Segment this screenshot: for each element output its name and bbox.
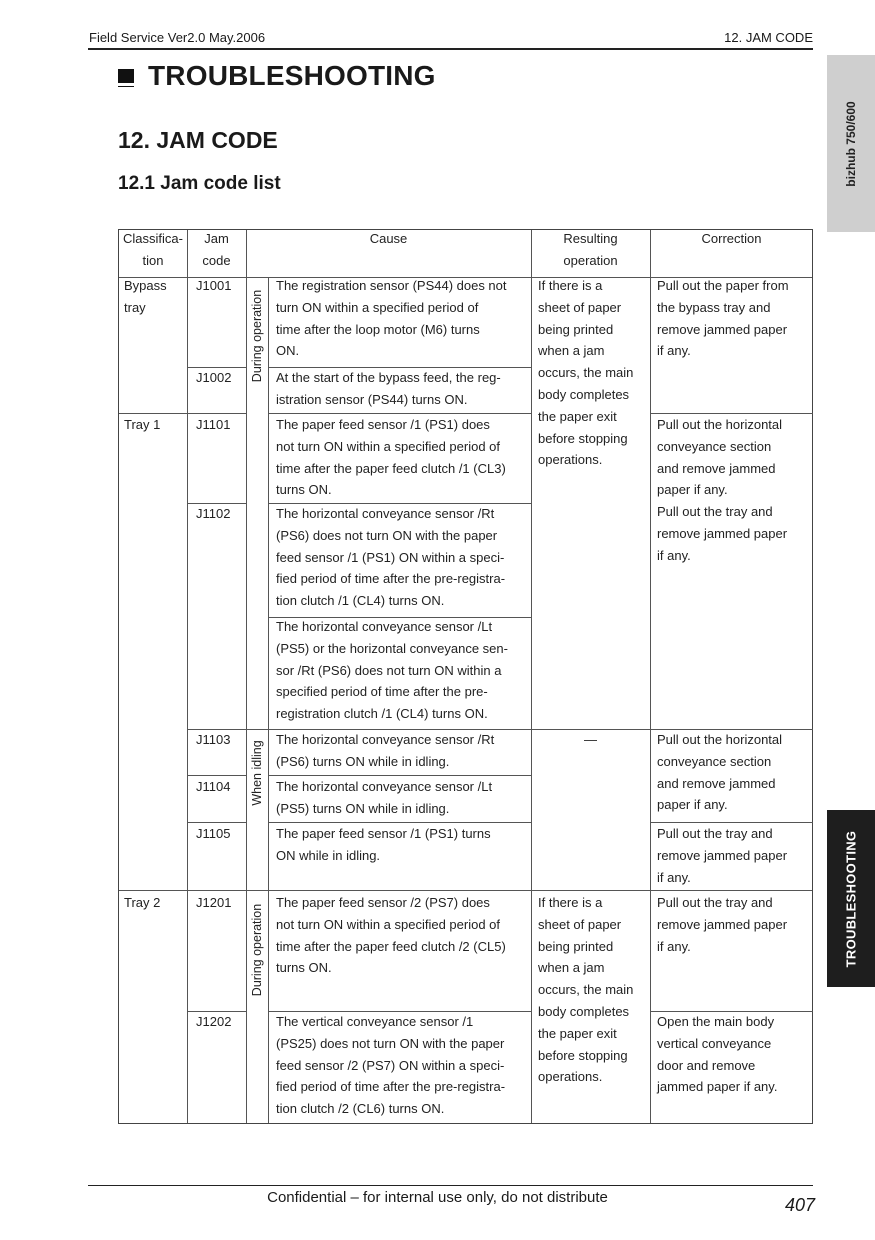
correction-idle-horizontal: Pull out the horizontal conveyance section and remove jammed paper if any. — [657, 732, 783, 813]
col-divider — [268, 277, 269, 1123]
header-classification: Classifica- tion — [123, 231, 183, 268]
model-tab[interactable] — [827, 55, 875, 232]
phase-during-operation: During operation — [250, 903, 264, 997]
correction-j1201: Pull out the tray and remove jammed paper if any. — [657, 895, 788, 954]
class-tray-1: Tray 1 — [124, 417, 161, 432]
page-title-text: TROUBLESHOOTING — [148, 60, 436, 91]
col-divider — [187, 230, 188, 1123]
model-tab-label: bizhub 750/600 — [844, 100, 858, 187]
jam-code-j1202: J1202 — [196, 1014, 232, 1029]
phase-during-operation: During operation — [250, 289, 264, 383]
title-square-icon — [118, 69, 134, 83]
chapter-tab[interactable] — [827, 810, 875, 987]
cause-j1002: At the start of the bypass feed, the reg- istration sensor (PS44) turns ON. — [276, 370, 501, 407]
col-divider — [531, 230, 532, 1123]
page-title — [118, 60, 436, 92]
col-divider — [246, 230, 247, 1123]
jam-code-j1002: J1002 — [196, 370, 232, 385]
section-heading: 12. JAM CODE — [118, 127, 278, 153]
phase-when-idling: When idling — [250, 740, 264, 806]
correction-j1202: Open the main body vertical conveyance door and remove jammed paper if any. — [657, 1014, 778, 1095]
result-when-idling: — — [584, 732, 597, 747]
jam-code-j1104: J1104 — [196, 779, 231, 794]
header-right: 12. JAM CODE — [724, 30, 813, 45]
result-during-operation-2: If there is a sheet of paper being printed when a jam occurs, the main body completes the paper exit before stopping operations. — [538, 895, 634, 1085]
chapter-tab-label: TROUBLESHOOTING — [843, 830, 859, 967]
header-resulting-operation: Resulting operation — [563, 231, 618, 268]
cause-j1102-a: The horizontal conveyance sensor /Rt (PS6) does not turn ON with the paper feed sensor /1 (PS1) ON within a speci- fied period of time after the pre-registra- tion clutch /1 (CL4) turns ON. — [276, 506, 506, 609]
jam-code-j1103: J1103 — [196, 732, 231, 747]
col-divider — [650, 230, 651, 1123]
footer-rule — [88, 1185, 813, 1186]
footer-confidential: Confidential – for internal use only, do not distribute — [267, 1189, 608, 1206]
cause-j1001: The registration sensor (PS44) does not turn ON within a specified period of time after the loop motor (M6) turns ON. — [276, 278, 507, 359]
cause-j1202: The vertical conveyance sensor /1 (PS25) does not turn ON with the paper feed sensor /2 (PS7) ON within a speci- fied period of time after the pre-registra- tion clutch /2 (CL6) turns ON. — [276, 1014, 506, 1117]
cause-j1102-b: The horizontal conveyance sensor /Lt (PS5) or the horizontal conveyance sen- sor /Rt (PS6) does not turn ON within a specified period of time after the pre- registration clutch /1 (CL4) turns ON. — [276, 619, 508, 722]
correction-bypass: Pull out the paper from the bypass tray and remove jammed paper if any. — [657, 278, 789, 359]
row-divider — [119, 890, 812, 891]
cause-j1101: The paper feed sensor /1 (PS1) does not turn ON within a specified period of time after the paper feed clutch /1 (CL3) turns ON. — [276, 417, 506, 498]
page-number: 407 — [784, 1195, 815, 1215]
jam-code-j1105: J1105 — [196, 826, 231, 841]
header-cause: Cause — [369, 231, 408, 246]
header-correction: Correction — [701, 231, 762, 246]
result-during-operation: If there is a sheet of paper being printed when a jam occurs, the main body completes the paper exit before stopping operations. — [538, 278, 634, 468]
header-jam-code: Jam code — [202, 231, 231, 268]
jam-code-j1102: J1102 — [196, 506, 231, 521]
correction-tray-1: Pull out the horizontal conveyance section and remove jammed paper if any. Pull out the tray and remove jammed paper if any. — [657, 417, 788, 563]
cause-j1201: The paper feed sensor /2 (PS7) does not turn ON within a specified period of time after the paper feed clutch /2 (CL5) turns ON. — [276, 895, 506, 976]
subsection-heading: 12.1 Jam code list — [118, 173, 281, 194]
class-bypass-tray: Bypass tray — [124, 278, 167, 315]
jam-code-j1001: J1001 — [196, 278, 232, 293]
header-left: Field Service Ver2.0 May.2006 — [89, 30, 266, 45]
class-tray-2: Tray 2 — [124, 895, 161, 910]
jam-code-j1101: J1101 — [196, 417, 231, 432]
cause-j1105: The paper feed sensor /1 (PS1) turns ON while in idling. — [276, 826, 491, 863]
cause-j1103: The horizontal conveyance sensor /Rt (PS6) turns ON while in idling. — [276, 732, 495, 769]
correction-idle-tray: Pull out the tray and remove jammed paper if any. — [657, 826, 788, 885]
cause-j1104: The horizontal conveyance sensor /Lt (PS5) turns ON while in idling. — [276, 779, 493, 816]
jam-code-table — [118, 229, 813, 1124]
header-rule — [88, 48, 813, 50]
jam-code-j1201: J1201 — [196, 895, 232, 910]
